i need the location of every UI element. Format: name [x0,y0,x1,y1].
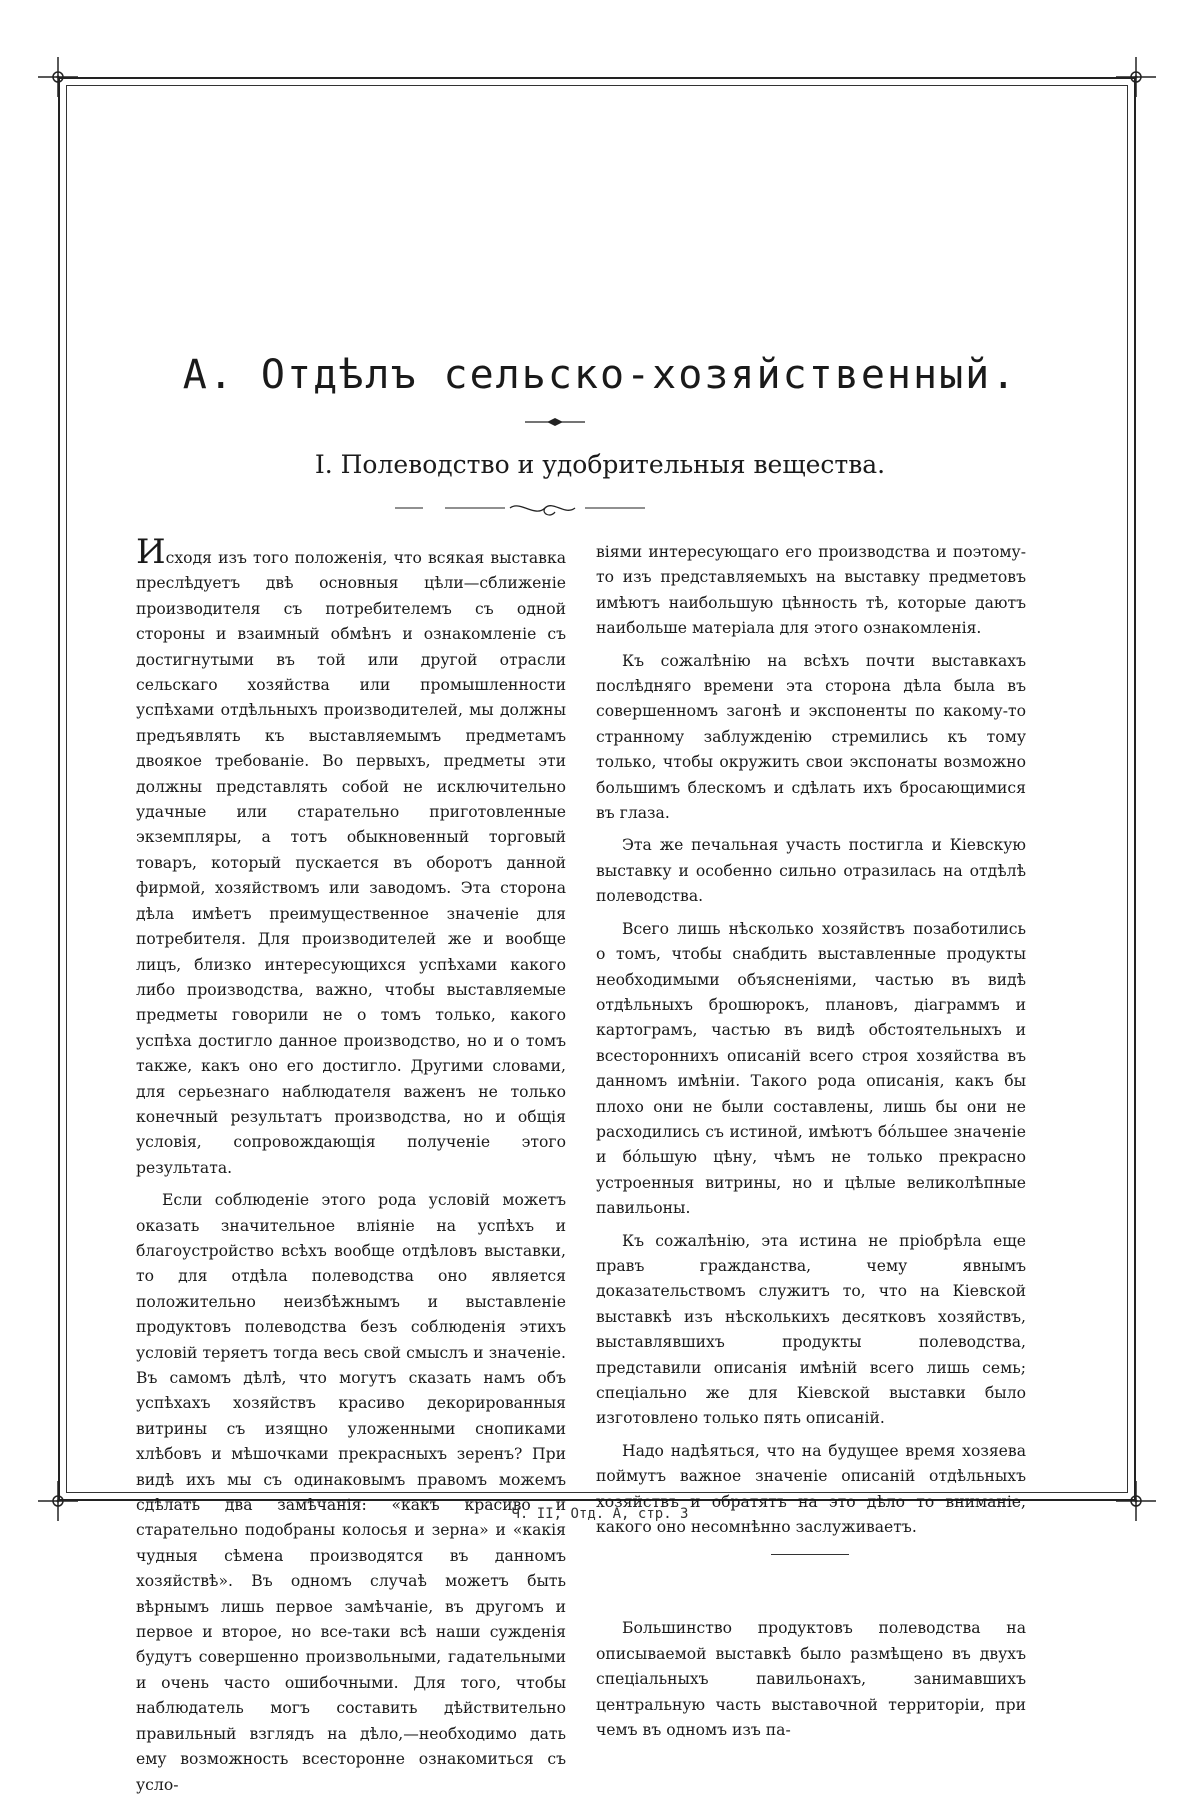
section-subtitle: I. Полеводство и удобрительныя вещества. [314,450,886,479]
paragraph: Большинство продуктовъ полеводства на описываемой выставкѣ было размѣщено въ двухъ спеціальныхъ павильонахъ, занимавшихъ центральную часть выставочной территоріи, при чемъ въ одномъ изъ па- [596,1619,1026,1740]
text-column-right [596,540,1026,1750]
title-ornament-icon [525,417,585,427]
corner-ornament-icon [38,1481,78,1521]
paragraph: Если соблюденіе этого рода условій можетъ оказать значительное вліяніе на успѣхъ и благоустройство всѣхъ вообще отдѣловъ выставки, то для отдѣла полеводства оно является положительно неизбѣжнымъ и выставленіе продуктовъ полеводства безъ соблюденія этихъ условій теряетъ тогда весь свой смыслъ и значеніе. Въ самомъ дѣлѣ, что могутъ сказать намъ объ успѣхахъ хозяйствъ красиво декорированныя витрины съ изящно уложенными снопиками хлѣбовъ и мѣшочками прекрасныхъ зеренъ? При видѣ ихъ мы съ одинаковымъ правомъ можемъ сдѣлать два замѣчанія: «какъ красиво и старательно подобраны колосья и зерна» и «какія чудныя сѣмена производятся въ данномъ хозяйствѣ». Въ одномъ случаѣ можетъ быть вѣрнымъ лишь первое замѣчаніе, въ другомъ и первое и второе, но все-таки всѣ наши сужденія будутъ совершенно произвольными, гадательными и очень часто ошибочными. Для того, чтобы наблюдатель могъ составить дѣйствительно правильный взглядъ на дѣло,—необходимо дать ему возможность всесторонне ознакомиться съ усло- [136,1191,566,1794]
subtitle-ornament-icon [395,500,665,522]
text-column-left [136,532,566,1805]
page-footer: Ч. II, Отд. А, стр. 3 [511,1506,689,1522]
paragraph: Къ сожалѣнію на всѣхъ почти выставкахъ послѣдняго времени эта сторона дѣла была въ совершенномъ загонѣ и экспоненты по какому-то странному заблужденію стремились къ тому только, чтобы окружить свои экспонаты возможно большимъ блескомъ и сдѣлать ихъ бросающимися въ глаза. [596,651,1026,823]
paragraph: Эта же печальная участь постигла и Кіевскую выставку и особенно сильно отразилась на отдѣлѣ полеводства. [596,836,1026,906]
corner-ornament-icon [1116,1481,1156,1521]
paragraph [136,532,566,1181]
paragraph: Надо надѣяться, что на будущее время хозяева поймутъ важное значеніе описаній отдѣльныхъ хозяйствъ и обратятъ на это дѣло то вниманіе, какого оно несомнѣнно заслуживаетъ. [596,1441,1026,1537]
paragraph-text: сходя изъ того положенія, что всякая выставка преслѣдуетъ двѣ основныя цѣли—сближеніе производителя съ потребителемъ съ одной стороны и взаимный обмѣнъ и ознакомленіе съ достигнутыми въ той или другой отрасли сельскаго хозяйства или промышленности успѣхами отдѣльныхъ производителей, мы должны предъявлять къ выставляемымъ предметамъ двоякое требованіе. Во первыхъ, предметы эти должны представлять собой не исключительно удачные или старательно приготовленные экземпляры, а тотъ обыкновенный торговый товаръ, который пускается въ оборотъ данной фирмой, хозяйствомъ или заводомъ. Эта сторона дѣла имѣетъ преимущественное значеніе для потребителя. Для производителей же и вообще лицъ, близко интересующихся успѣхами какого либо производства, важно, чтобы выставляемые предметы говорили не о томъ только, какого успѣха достигло данное производство, но и о томъ также, какъ оно его достигло. Другими словами, для серьезнаго наблюдателя важенъ не только конечный результатъ производства, но и общія условія, сопровождающія полученіе этого результата. [136,549,566,1177]
corner-ornament-icon [1116,57,1156,97]
section-divider [596,1548,1026,1562]
page-title: А. Отдѣлъ сельско-хозяйственный. [182,352,1018,398]
paragraph: Къ сожалѣнію, эта истина не пріобрѣла еще правъ гражданства, чему явнымъ доказательствомъ служитъ то, что на Кіевской выставкѣ изъ нѣсколькихъ десятковъ хозяйствъ, выставлявшихъ продукты полеводства, представили описанія имѣній всего лишь семь; спеціально же для Кіевской выставки было изготовлено только пять описаній. [596,1231,1026,1428]
paragraph: Всего лишь нѣсколько хозяйствъ позаботились о томъ, чтобы снабдить выставленные продукты необходимыми объясненіями, частью въ видѣ отдѣльныхъ брошюрокъ, плановъ, діаграммъ и картограмъ, частью въ видѣ обстоятельныхъ и всестороннихъ описаній всего строя хозяйства въ данномъ имѣніи. Такого рода описанія, какъ бы плохо они не были составлены, лишь бы они не расходились съ истиной, имѣютъ бо́льшее значеніе и бо́льшую цѣну, чѣмъ не только прекрасно устроенныя витрины, но и цѣлые великолѣпные павильоны. [596,919,1026,1218]
corner-ornament-icon [38,57,78,97]
paragraph: віями интересующаго его производства и поэтому-то изъ представляемыхъ на выставку предметовъ имѣютъ наибольшую цѣнность тѣ, которые даютъ наибольше матеріала для этого ознакомленія. [596,543,1026,638]
drop-cap: И [136,532,166,572]
